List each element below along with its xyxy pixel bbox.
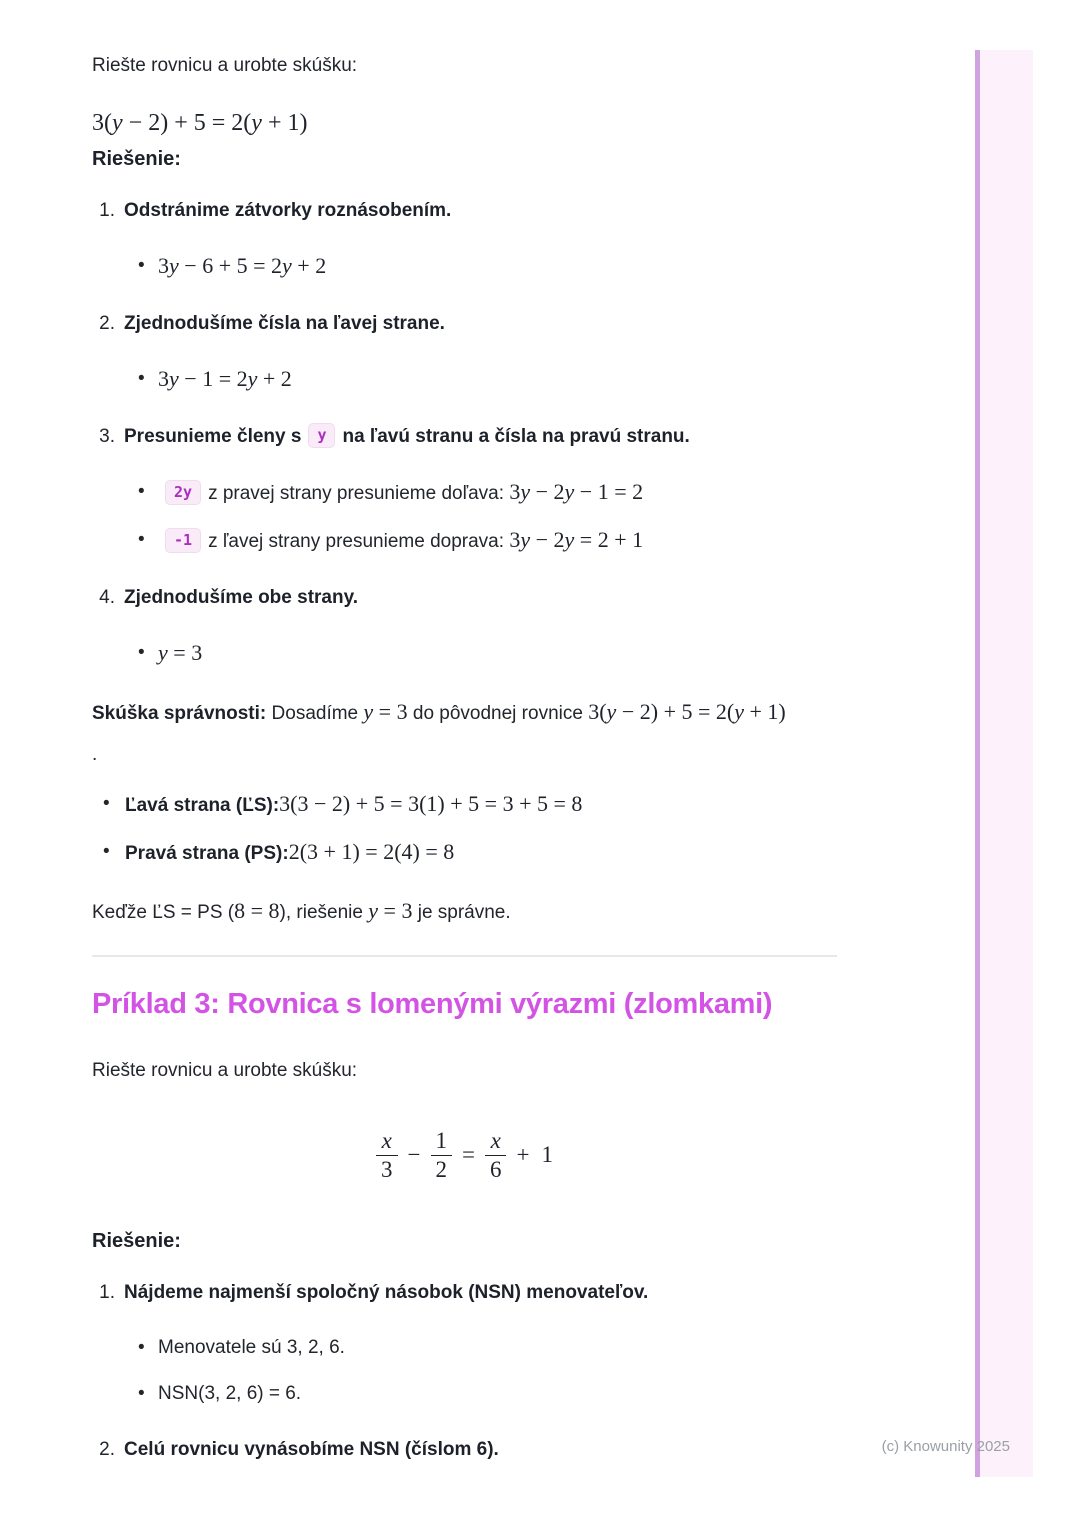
check-statement <box>92 697 837 729</box>
check-statement-period: . <box>92 744 98 765</box>
equation-2 <box>92 1123 837 1187</box>
math-expression: 3y − 2y − 1 = 2 <box>509 479 644 504</box>
math-expression: 3(3 − 2) + 5 = 3(1) + 5 = 3 + 5 = 8 <box>279 791 583 816</box>
step-bullets <box>124 364 837 396</box>
math-expression: y = 3 <box>368 898 413 923</box>
step-item <box>92 1279 837 1409</box>
bold-text: Zjednodušíme čísla na ľavej strane. <box>124 313 445 334</box>
bullet-item <box>138 1333 837 1363</box>
document-content <box>92 52 837 1491</box>
step-title <box>124 423 837 451</box>
fraction-denominator: 3 <box>376 1155 398 1182</box>
fraction-numerator: x <box>490 1127 501 1153</box>
step-body <box>124 310 837 396</box>
bullet-item <box>138 251 837 283</box>
math-expression: 3(y − 2) + 5 = 2(y + 1) <box>92 110 308 136</box>
step-title <box>124 310 837 338</box>
step-item <box>92 584 837 670</box>
step-number: 2. <box>99 1439 115 1460</box>
step-bullets <box>124 1333 837 1409</box>
bold-text: na ľavú stranu a čísla na pravú stranu. <box>342 426 690 447</box>
math-expression: 3y − 6 + 5 = 2y + 2 <box>158 253 327 278</box>
check-side-item <box>92 789 837 821</box>
text: Keďže ĽS = PS ( <box>92 902 235 923</box>
step-title <box>124 1279 837 1307</box>
step-number: 3. <box>99 426 115 447</box>
bold-text: Skúška správnosti: <box>92 703 267 724</box>
text: je správne. <box>412 902 511 923</box>
check-side-item <box>92 837 837 869</box>
fraction-term <box>485 1129 507 1182</box>
math-expression: y = 3 <box>158 640 203 665</box>
step-bullets <box>124 251 837 283</box>
task-intro-1: Riešte rovnicu a urobte skúšku: <box>92 55 358 76</box>
bullet-item <box>138 525 837 557</box>
fraction-term <box>431 1129 453 1182</box>
page-edge-strip <box>980 50 1033 1477</box>
fraction-term <box>376 1129 398 1182</box>
solution-label-2: Riešenie: <box>92 1230 181 1252</box>
code-badge: -1 <box>165 528 201 553</box>
check-sides-list <box>92 789 837 869</box>
step-number: 4. <box>99 587 115 608</box>
step-bullets <box>124 638 837 670</box>
text: Menovatele sú 3, 2, 6. <box>158 1337 345 1358</box>
step-body <box>124 197 837 283</box>
page-edge-line <box>975 50 980 1477</box>
fraction-equation <box>376 1129 553 1182</box>
step-item <box>92 197 837 283</box>
math-expression: y = 3 <box>363 699 408 724</box>
bold-text: Celú rovnicu vynásobíme NSN (číslom 6). <box>124 1439 499 1460</box>
fraction-denominator: 2 <box>431 1155 453 1182</box>
step-item <box>92 1436 837 1464</box>
bullet-item <box>138 638 837 670</box>
solution-label-1: Riešenie: <box>92 148 181 170</box>
fraction-denominator: 6 <box>485 1155 507 1182</box>
step-bullets <box>124 477 837 557</box>
steps-list-2 <box>92 1279 837 1464</box>
step-item <box>92 423 837 557</box>
math-expression: 3y − 1 = 2y + 2 <box>158 366 292 391</box>
step-body <box>124 584 837 670</box>
bullet-item <box>138 1379 837 1409</box>
step-number: 2. <box>99 313 115 334</box>
fraction-numerator: 1 <box>435 1127 447 1153</box>
step-item <box>92 310 837 396</box>
text: NSN(3, 2, 6) = 6. <box>158 1383 302 1404</box>
step-number: 1. <box>99 200 115 221</box>
operator-equals: = <box>462 1142 475 1167</box>
conclusion-line <box>92 896 837 928</box>
section-divider <box>92 955 837 957</box>
text: ), riešenie <box>279 902 369 923</box>
math-expression: 3y − 2y = 2 + 1 <box>509 527 644 552</box>
step-body <box>124 423 837 557</box>
text: z ľavej strany presunieme doprava: <box>208 531 510 552</box>
text: z pravej strany presunieme doľava: <box>208 483 510 504</box>
step-body <box>124 1436 837 1464</box>
code-badge: 2y <box>165 480 201 505</box>
text: do pôvodnej rovnice <box>407 703 589 724</box>
fraction-numerator: x <box>381 1127 392 1153</box>
step-title <box>124 197 837 225</box>
bold-text: Pravá strana (PS): <box>125 843 289 864</box>
bold-text: Zjednodušíme obe strany. <box>124 587 359 608</box>
bold-text: Ľavá strana (ĽS): <box>125 795 280 816</box>
step-number: 1. <box>99 1282 115 1303</box>
bullet-item <box>138 477 837 509</box>
code-badge: y <box>308 423 335 448</box>
step-title <box>124 584 837 612</box>
math-expression: 8 = 8 <box>234 898 280 923</box>
operator-minus: − <box>407 1142 421 1167</box>
math-expression: 2(3 + 1) = 2(4) = 8 <box>288 839 455 864</box>
math-expression: 3(y − 2) + 5 = 2(y + 1) <box>588 699 786 724</box>
text: Dosadíme <box>266 703 364 724</box>
task-intro-2: Riešte rovnicu a urobte skúšku: <box>92 1060 358 1081</box>
bullet-item <box>138 364 837 396</box>
step-body <box>124 1279 837 1409</box>
copyright-watermark: (c) Knowunity 2025 <box>881 1438 1010 1455</box>
operator-plus: + <box>516 1142 530 1167</box>
bold-text: Odstránime zátvorky roznásobením. <box>124 200 452 221</box>
bold-text: Nájdeme najmenší spoločný násobok (NSN) menovateľov. <box>124 1282 649 1303</box>
section-heading: Príklad 3: Rovnica s lomenými výrazmi (zlomkami) <box>92 988 773 1020</box>
equation-1 <box>92 110 837 137</box>
step-title <box>124 1436 837 1464</box>
constant-term: 1 <box>541 1142 553 1167</box>
bold-text: Presunieme členy s <box>124 426 302 447</box>
steps-list-1 <box>92 197 837 670</box>
